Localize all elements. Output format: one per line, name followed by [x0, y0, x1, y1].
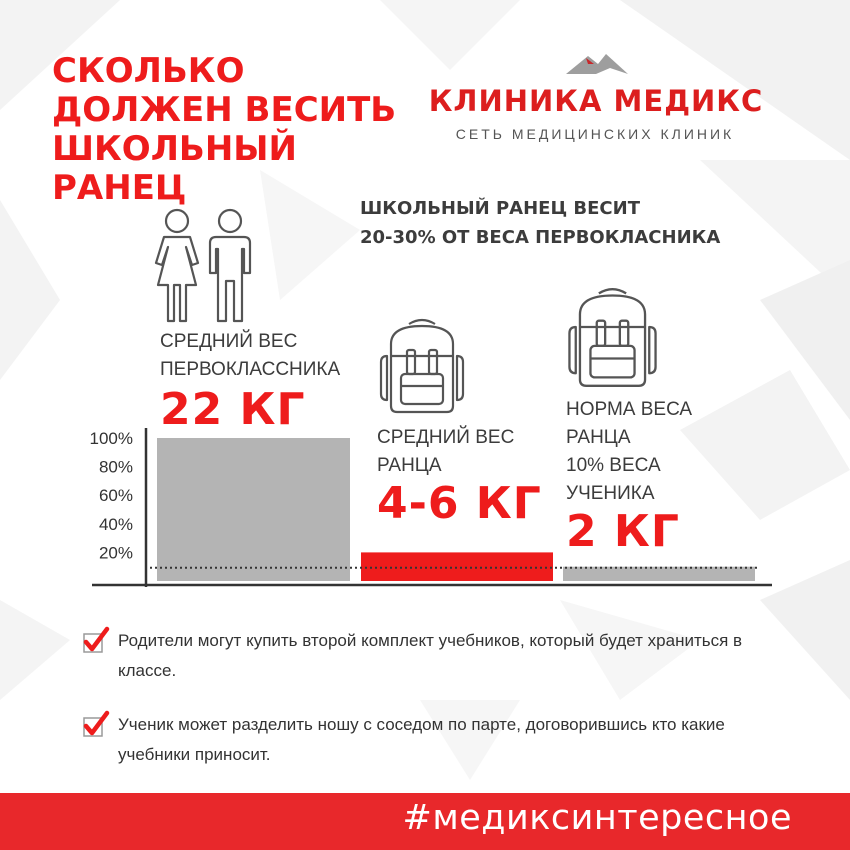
- check-icon: [80, 710, 110, 740]
- list-item: [80, 626, 780, 686]
- bar: [157, 438, 350, 581]
- title-line: ШКОЛЬНЫЙ: [52, 129, 297, 169]
- column-label-line: РАНЦА: [377, 455, 442, 476]
- brand-tagline: СЕТЬ МЕДИЦИНСКИХ КЛИНИК: [455, 126, 735, 142]
- column-label-line: СРЕДНИЙ ВЕС: [160, 331, 298, 352]
- column-label-line: 10% ВЕСА: [566, 455, 661, 476]
- fact-line: ШКОЛЬНЫЙ РАНЕЦ ВЕСИТ: [360, 198, 640, 219]
- tip-text: Ученик может разделить ношу с соседом по парте, договорившись кто какие учебники приносит.: [118, 715, 725, 764]
- y-tick-label: 60%: [98, 486, 133, 506]
- fact-line: 20-30% ОТ ВЕСА ПЕРВОКЛАСНИКА: [360, 227, 721, 248]
- column-label-line: РАНЦА: [566, 427, 631, 448]
- y-tick-label: 80%: [98, 457, 133, 477]
- tip-text: Родители могут купить второй комплект учебников, который будет храниться в классе.: [118, 631, 743, 680]
- column-value: 2 КГ: [566, 506, 680, 557]
- column-value: 4-6 КГ: [377, 478, 542, 529]
- check-icon: [80, 626, 110, 656]
- title-line: ДОЛЖЕН ВЕСИТЬ: [52, 90, 397, 130]
- column-label-line: НОРМА ВЕСА: [566, 399, 693, 420]
- column-label-line: СРЕДНИЙ ВЕС: [377, 427, 515, 448]
- list-item: [80, 710, 780, 770]
- footer-bar: [0, 793, 850, 850]
- y-tick-label: 40%: [98, 514, 133, 534]
- brand-name: КЛИНИКА МЕДИКС: [428, 84, 764, 118]
- bar: [563, 567, 755, 581]
- title-line: РАНЕЦ: [52, 168, 187, 208]
- column-label-line: ПЕРВОКЛАССНИКА: [160, 359, 341, 380]
- title-line: СКОЛЬКО: [52, 51, 245, 91]
- y-tick-label: 100%: [89, 429, 133, 448]
- column-value: 22 КГ: [160, 384, 306, 435]
- column-label-line: УЧЕНИКА: [566, 483, 655, 504]
- tips-list: [80, 626, 780, 794]
- hashtag: #медиксинтересное: [402, 798, 792, 838]
- y-tick-label: 20%: [98, 543, 133, 563]
